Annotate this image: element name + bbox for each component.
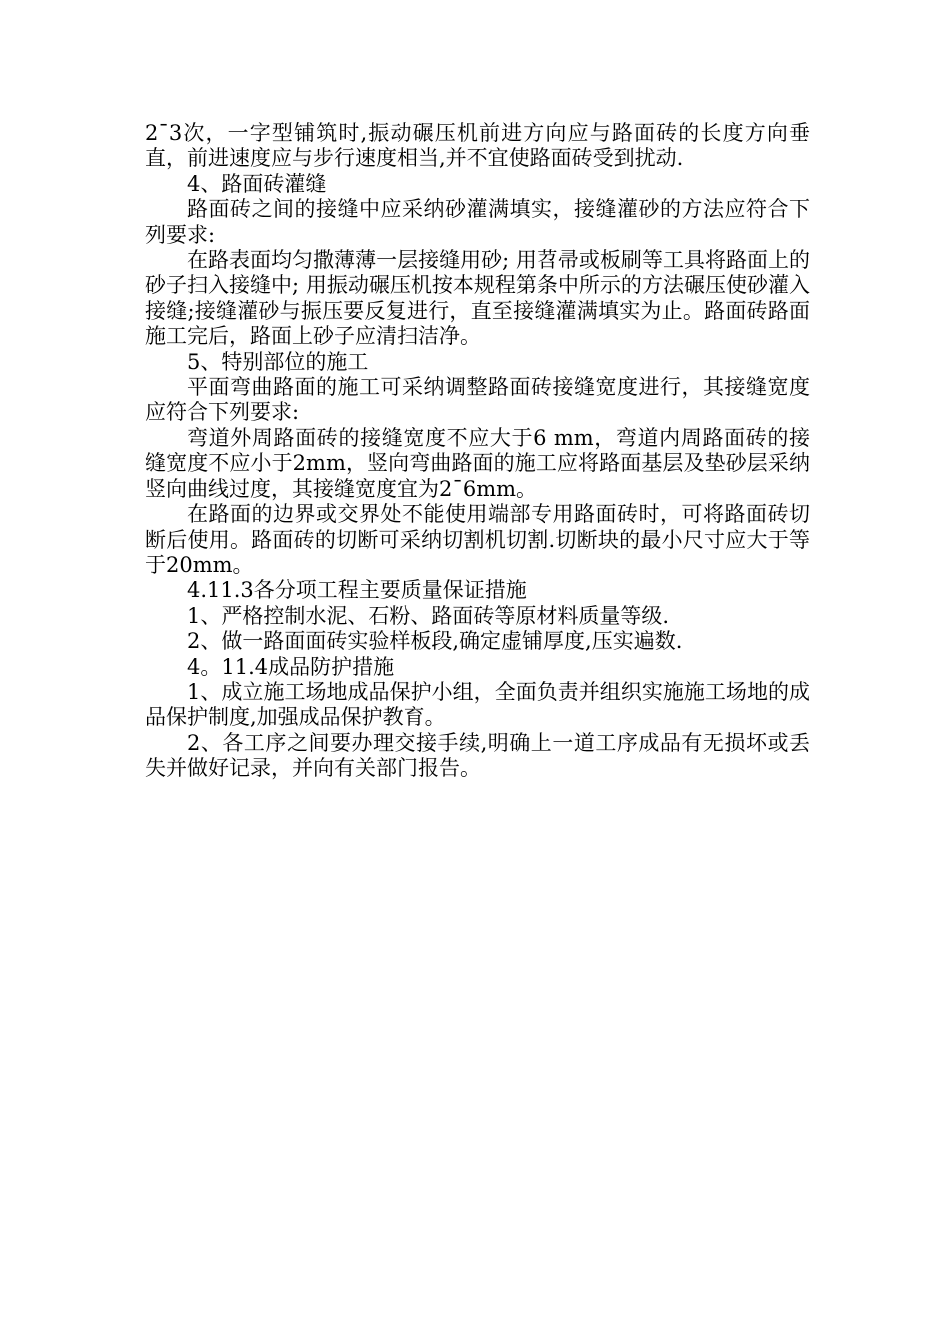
section-heading: 4、路面砖灌缝 (187, 171, 327, 196)
paragraph: 在路面的边界或交界处不能使用端部专用路面砖时，可将路面砖切断后使用。路面砖的切断可采纳切割机切割.切断块的最小尺寸应大于等于20mm。 (145, 502, 810, 577)
section-heading: 5、特别部位的施工 (187, 349, 369, 374)
section-heading: 4。11.4成品防护措施 (187, 654, 395, 679)
paragraph: 2¯3次，一字型铺筑时,振动碾压机前进方向应与路面砖的长度方向垂直，前进速度应与步行速度相当,并不宜使路面砖受到扰动. (145, 121, 810, 171)
list-item: 2、各工序之间要办理交接手续,明确上一道工序成品有无损坏或丢失并做好记录，并向有关部门报告。 (145, 730, 810, 781)
paragraph: 在路表面均匀撒薄薄一层接缝用砂; 用苕帚或板刷等工具将路面上的砂子扫入接缝中; 用振动碾压机按本规程第条中所示的方法碾压使砂灌入接缝;接缝灌砂与振压要反复进行，直至接缝灌满填实为止。路面砖路面施工完后，路面上砂子应清扫洁净。 (145, 248, 810, 349)
document-body (145, 121, 810, 782)
paragraph: 弯道外周路面砖的接缝宽度不应大于6 mm，弯道内周路面砖的接缝宽度不应小于2mm，竖向弯曲路面的施工应将路面基层及垫砂层采纳竖向曲线过度，其接缝宽度宜为2¯6mm。 (145, 425, 810, 501)
list-item: 1、成立施工场地成品保护小组，全面负责并组织实施施工场地的成品保护制度,加强成品保护教育。 (145, 679, 810, 730)
paragraph: 平面弯曲路面的施工可采纳调整路面砖接缝宽度进行，其接缝宽度应符合下列要求: (145, 375, 810, 425)
paragraph: 路面砖之间的接缝中应采纳砂灌满填实，接缝灌砂的方法应符合下列要求: (145, 197, 810, 247)
list-item: 1、严格控制水泥、石粉、路面砖等原材料质量等级. (187, 603, 670, 628)
list-item: 2、做一路面面砖实验样板段,确定虚铺厚度,压实遍数. (187, 629, 683, 654)
section-heading: 4.11.3各分项工程主要质量保证措施 (187, 578, 527, 603)
